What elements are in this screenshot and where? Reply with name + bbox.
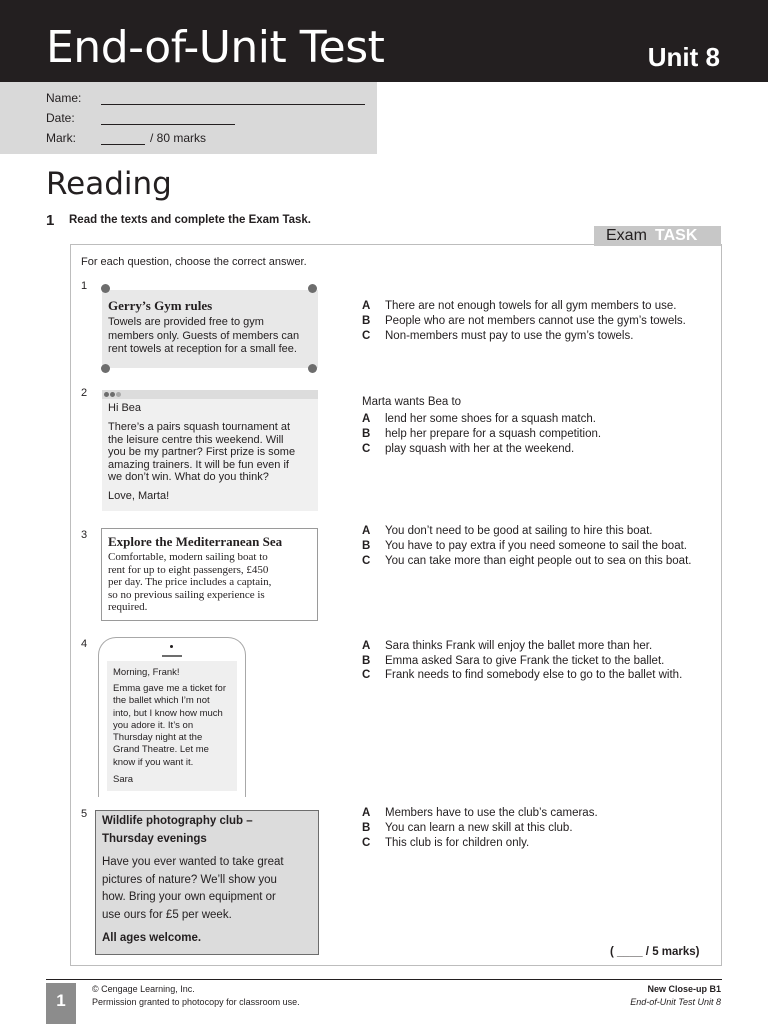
title-line: Wildlife photography club – (102, 815, 253, 827)
date-field[interactable] (101, 124, 235, 125)
phone-camera-icon (170, 645, 173, 648)
pin-icon (101, 284, 110, 293)
date-label: Date: (46, 111, 75, 125)
option-text: There are not enough towels for all gym members to use. (385, 300, 677, 312)
email-title-bar (102, 390, 318, 399)
option-text: Frank needs to find somebody else to go to the ballet with. (385, 669, 683, 681)
option-5b[interactable] (362, 822, 573, 834)
exam-task-tab (594, 226, 721, 246)
option-text: Members have to use the club’s cameras. (385, 807, 598, 819)
exercise-instruction: Read the texts and complete the Exam Task. (69, 214, 312, 226)
test-title: End-of-Unit Test Unit 8 (630, 997, 721, 1007)
option-letter: B (362, 315, 371, 327)
mark-total: / 80 marks (150, 131, 207, 145)
question-stem-2: Marta wants Bea to (362, 396, 462, 408)
option-1c[interactable] (362, 330, 633, 342)
option-letter: A (362, 413, 371, 425)
email-body (108, 421, 314, 484)
task-marks: ( ____ / 5 marks) (610, 946, 700, 958)
text-line: use ours for £5 per week. (102, 908, 232, 921)
window-dot-icon (110, 392, 115, 397)
option-text: lend her some shoes for a squash match. (385, 413, 596, 425)
text-line: the ballet which I’m not (113, 695, 210, 707)
pin-icon (308, 284, 317, 293)
exam-task-bold: TASK (655, 227, 698, 244)
question-number-5: 5 (81, 808, 88, 820)
question-number-4: 4 (81, 638, 88, 650)
option-4a[interactable] (362, 640, 652, 652)
text-line: amazing trainers. It will be fun even if (108, 458, 289, 471)
book-title: New Close-up B1 (647, 984, 721, 994)
option-text: play squash with her at the weekend. (385, 443, 575, 455)
option-3b[interactable] (362, 540, 687, 552)
boat-advert-body (108, 551, 313, 614)
title-line: Thursday evenings (102, 833, 207, 845)
text-line: rent for up to eight passengers, £450 (108, 563, 269, 576)
text-line: Towels are provided free to gym (108, 316, 264, 328)
text-line: know if you want it. (113, 756, 194, 768)
option-4b[interactable] (362, 655, 664, 667)
name-field[interactable] (101, 104, 365, 105)
text-line: you adore it. It’s on (113, 719, 194, 731)
text-line: Emma gave me a ticket for (113, 683, 226, 694)
text-line: Thursday night at the (113, 732, 203, 744)
text-line: per day. The price includes a captain, (108, 576, 272, 588)
club-notice-footer: All ages welcome. (102, 932, 202, 944)
option-letter: C (362, 837, 371, 849)
option-letter: B (362, 655, 371, 667)
copyright-text: © Cengage Learning, Inc. (92, 984, 195, 994)
pin-icon (308, 364, 317, 373)
section-title: Reading (46, 166, 172, 202)
text-line: so no previous sailing experience is (108, 588, 265, 601)
footer-divider (46, 979, 722, 980)
mark-field[interactable] (101, 144, 145, 145)
gym-notice-title: Gerry’s Gym rules (108, 298, 213, 313)
text-line: how. Bring your own equipment or (102, 891, 276, 903)
task-intro: For each question, choose the correct answer. (81, 256, 307, 268)
text-message-body (113, 683, 235, 769)
option-4c[interactable] (362, 669, 682, 681)
email-signoff: Love, Marta! (108, 490, 170, 502)
option-letter: C (362, 669, 371, 681)
text-line: into, but I know how much (113, 707, 223, 719)
email-greeting: Hi Bea (108, 402, 142, 414)
mark-label: Mark: (46, 131, 76, 145)
question-number-2: 2 (81, 387, 88, 399)
option-text: You don’t need to be good at sailing to hire this boat. (385, 525, 653, 537)
page-number: 1 (56, 991, 66, 1010)
exam-task-word: Exam (606, 227, 647, 244)
option-3c[interactable] (362, 555, 691, 567)
header-band (0, 0, 768, 82)
option-text: People who are not members cannot use the gym’s towels. (385, 315, 686, 327)
option-text: Sara thinks Frank will enjoy the ballet more than her. (385, 640, 653, 652)
permission-text: Permission granted to photocopy for classroom use. (92, 997, 300, 1007)
option-1a[interactable] (362, 300, 676, 312)
window-dot-icon (116, 392, 121, 397)
text-line: members only. Guests of members can (108, 329, 300, 342)
text-message-greeting: Morning, Frank! (113, 667, 180, 678)
question-number-1: 1 (81, 280, 88, 292)
text-line: There’s a pairs squash tournament at (108, 421, 291, 433)
option-letter: A (362, 525, 371, 537)
text-line: we don’t win. What do you think? (108, 471, 269, 483)
option-letter: B (362, 540, 371, 552)
option-2c[interactable] (362, 443, 574, 455)
option-text: You have to pay extra if you need someone to sail the boat. (385, 540, 687, 552)
text-line: Comfortable, modern sailing boat to (108, 551, 268, 563)
club-notice-body (102, 854, 312, 924)
window-dot-icon (104, 392, 109, 397)
option-5c[interactable] (362, 837, 529, 849)
option-text: help her prepare for a squash competition. (385, 428, 602, 440)
option-2a[interactable] (362, 413, 596, 425)
option-text: Emma asked Sara to give Frank the ticket to the ballet. (385, 655, 665, 667)
option-text: Non-members must pay to use the gym’s towels. (385, 330, 634, 342)
text-line: required. (108, 601, 148, 613)
exercise-number: 1 (46, 212, 55, 229)
option-3a[interactable] (362, 525, 652, 537)
text-message-signoff: Sara (113, 774, 134, 785)
text-line: rent towels at reception for a small fee. (108, 343, 297, 355)
name-label: Name: (46, 91, 82, 105)
text-line: pictures of nature? We’ll show you (102, 873, 277, 886)
option-letter: B (362, 822, 371, 834)
page-title: End-of-Unit Test (46, 22, 385, 73)
option-2b[interactable] (362, 428, 601, 440)
option-letter: C (362, 555, 371, 567)
pin-icon (101, 364, 110, 373)
unit-label: Unit 8 (647, 42, 720, 72)
option-text: This club is for children only. (385, 837, 530, 849)
option-letter: C (362, 330, 371, 342)
text-line: Have you ever wanted to take great (102, 856, 284, 868)
option-1b[interactable] (362, 315, 686, 327)
option-letter: C (362, 443, 371, 455)
text-line: you be my partner? First prize is some (108, 446, 296, 458)
option-letter: A (362, 640, 371, 652)
option-letter: A (362, 807, 371, 819)
option-letter: B (362, 428, 371, 440)
phone-speaker-icon (162, 655, 182, 657)
text-line: Grand Theatre. Let me (113, 744, 209, 756)
option-5a[interactable] (362, 807, 598, 819)
option-text: You can take more than eight people out to sea on this boat. (385, 555, 692, 567)
gym-notice-body (108, 316, 316, 357)
text-line: the leisure centre this weekend. Will (108, 433, 284, 446)
question-number-3: 3 (81, 529, 88, 541)
boat-advert-title: Explore the Mediterranean Sea (108, 534, 283, 549)
option-letter: A (362, 300, 371, 312)
club-notice-title (102, 812, 312, 848)
option-text: You can learn a new skill at this club. (385, 822, 573, 834)
